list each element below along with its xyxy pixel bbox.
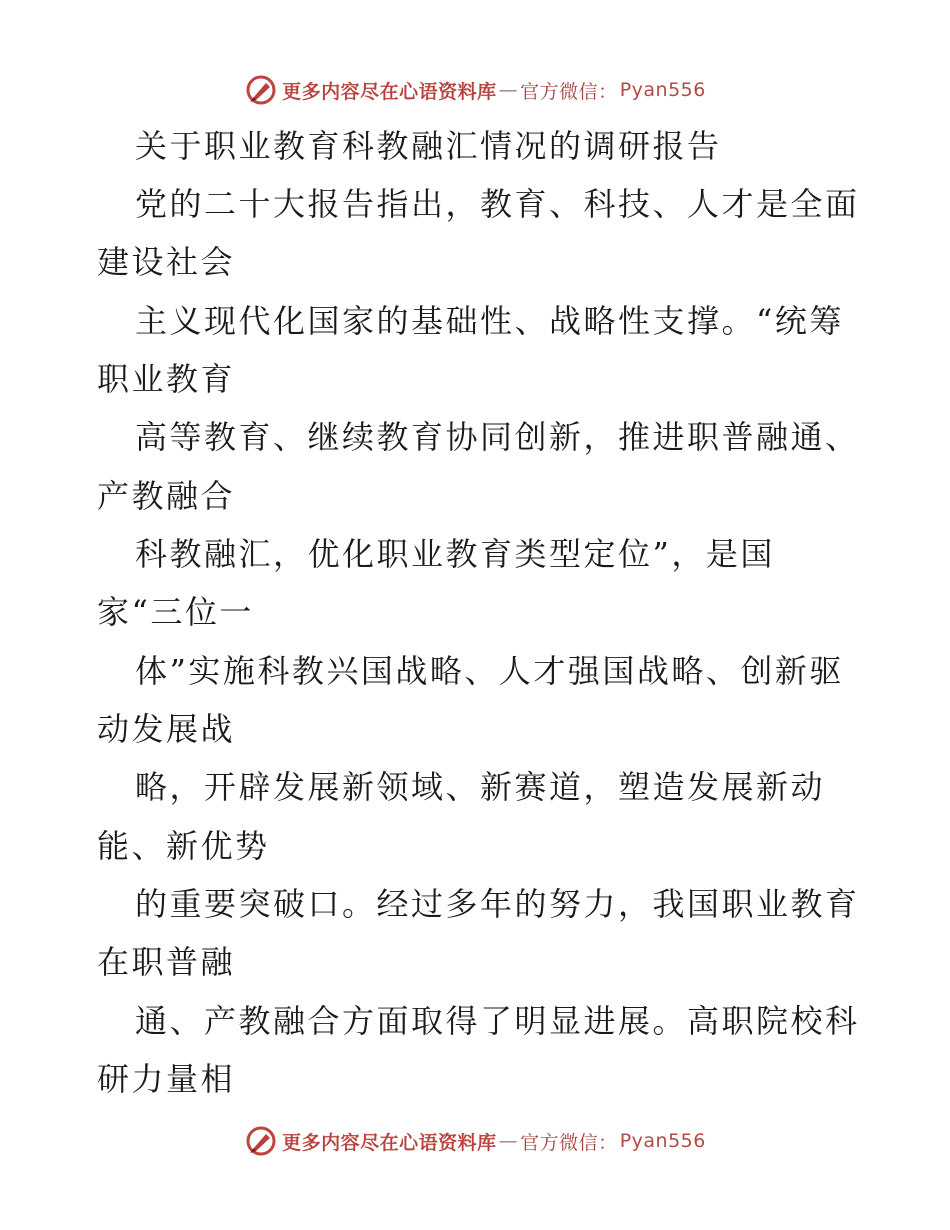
paragraph-line: 高等教育、继续教育协同创新，推进职普融通、 bbox=[135, 418, 860, 456]
paragraph-line: 通、产教融合方面取得了明显进展。高职院校科 bbox=[135, 1002, 860, 1040]
paragraph-line: 主义现代化国家的基础性、战略性支撑。“统筹 bbox=[135, 302, 844, 340]
banner-wechat-id: Pyan556 bbox=[619, 79, 706, 101]
paragraph-line: 家“三位一 bbox=[97, 593, 254, 631]
paragraph-line: 科教融汇，优化职业教育类型定位”，是国 bbox=[135, 535, 775, 573]
paragraph-line: 的重要突破口。经过多年的努力，我国职业教育 bbox=[135, 885, 860, 923]
paragraph-line: 研力量相 bbox=[97, 1060, 236, 1098]
document-title: 关于职业教育科教融汇情况的调研报告 bbox=[135, 127, 722, 165]
banner-wechat-label: 官方微信： bbox=[520, 80, 618, 103]
pen-nib-logo-icon bbox=[244, 1124, 278, 1158]
paragraph-line: 建设社会 bbox=[97, 243, 236, 281]
banner-brand-text: 更多内容尽在心语资料库 bbox=[282, 1131, 497, 1154]
footer-watermark-banner bbox=[0, 1121, 950, 1161]
banner-separator: — bbox=[498, 79, 519, 101]
paragraph-line: 能、新优势 bbox=[97, 827, 270, 865]
banner-separator: — bbox=[498, 1130, 519, 1152]
paragraph-line: 职业教育 bbox=[97, 360, 236, 398]
banner-wechat-label: 官方微信： bbox=[520, 1131, 618, 1154]
banner-brand-text: 更多内容尽在心语资料库 bbox=[282, 80, 497, 103]
paragraph-line: 动发展战 bbox=[97, 710, 236, 748]
paragraph-line: 党的二十大报告指出，教育、科技、人才是全面 bbox=[135, 185, 860, 223]
paragraph-line: 产教融合 bbox=[97, 477, 236, 515]
paragraph-line: 略，开辟发展新领域、新赛道，塑造发展新动 bbox=[135, 768, 826, 806]
paragraph-line: 在职普融 bbox=[97, 943, 236, 981]
paragraph-line: 体”实施科教兴国战略、人才强国战略、创新驱 bbox=[135, 652, 844, 690]
banner-wechat-id: Pyan556 bbox=[619, 1130, 706, 1152]
